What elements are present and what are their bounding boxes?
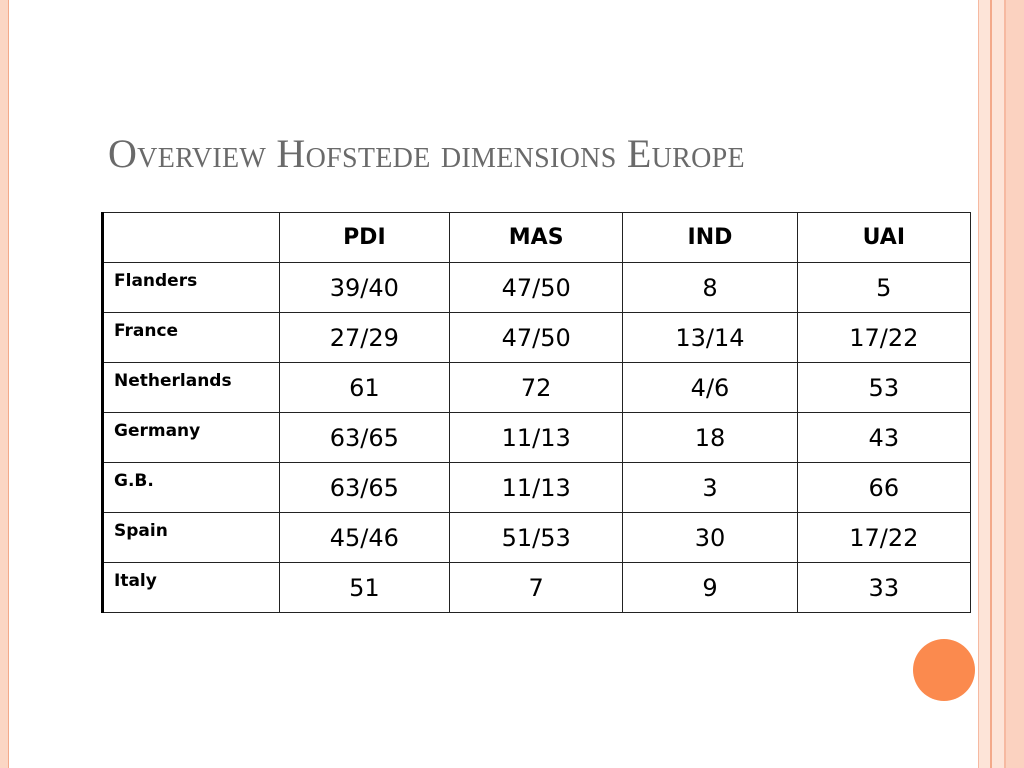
cell-mas: 7	[450, 563, 623, 613]
table-row	[103, 363, 971, 413]
cell-mas: 47/50	[450, 313, 623, 363]
cell-mas: 11/13	[450, 463, 623, 513]
table-row	[103, 563, 971, 613]
cell-pdi: 63/65	[279, 413, 449, 463]
cell-ind: 30	[623, 513, 797, 563]
cell-ind: 3	[623, 463, 797, 513]
cell-ind: 18	[623, 413, 797, 463]
cell-uai: 43	[797, 413, 970, 463]
hofstede-table	[101, 212, 971, 613]
left-border-decoration	[0, 0, 9, 768]
table-header-row	[103, 213, 971, 263]
header-ind: IND	[623, 213, 797, 263]
cell-pdi: 61	[279, 363, 449, 413]
cell-uai: 17/22	[797, 513, 970, 563]
cell-pdi: 45/46	[279, 513, 449, 563]
table-row	[103, 413, 971, 463]
cell-ind: 4/6	[623, 363, 797, 413]
cell-mas: 72	[450, 363, 623, 413]
row-country-label: France	[103, 313, 280, 363]
cell-uai: 66	[797, 463, 970, 513]
row-country-label: Netherlands	[103, 363, 280, 413]
cell-ind: 8	[623, 263, 797, 313]
right-border-decoration	[978, 0, 1024, 768]
cell-ind: 9	[623, 563, 797, 613]
cell-pdi: 63/65	[279, 463, 449, 513]
row-country-label: Germany	[103, 413, 280, 463]
cell-mas: 51/53	[450, 513, 623, 563]
table-row	[103, 463, 971, 513]
row-country-label: Flanders	[103, 263, 280, 313]
decorative-circle	[913, 639, 975, 701]
cell-mas: 11/13	[450, 413, 623, 463]
table-row	[103, 313, 971, 363]
cell-mas: 47/50	[450, 263, 623, 313]
cell-pdi: 51	[279, 563, 449, 613]
header-corner	[103, 213, 280, 263]
slide-title: Overview Hofstede dimensions Europe	[108, 131, 745, 176]
cell-uai: 17/22	[797, 313, 970, 363]
table-row	[103, 263, 971, 313]
header-mas: MAS	[450, 213, 623, 263]
row-country-label: G.B.	[103, 463, 280, 513]
cell-ind: 13/14	[623, 313, 797, 363]
cell-pdi: 39/40	[279, 263, 449, 313]
cell-uai: 53	[797, 363, 970, 413]
table-row	[103, 513, 971, 563]
row-country-label: Italy	[103, 563, 280, 613]
cell-uai: 33	[797, 563, 970, 613]
cell-pdi: 27/29	[279, 313, 449, 363]
cell-uai: 5	[797, 263, 970, 313]
header-pdi: PDI	[279, 213, 449, 263]
header-uai: UAI	[797, 213, 970, 263]
row-country-label: Spain	[103, 513, 280, 563]
